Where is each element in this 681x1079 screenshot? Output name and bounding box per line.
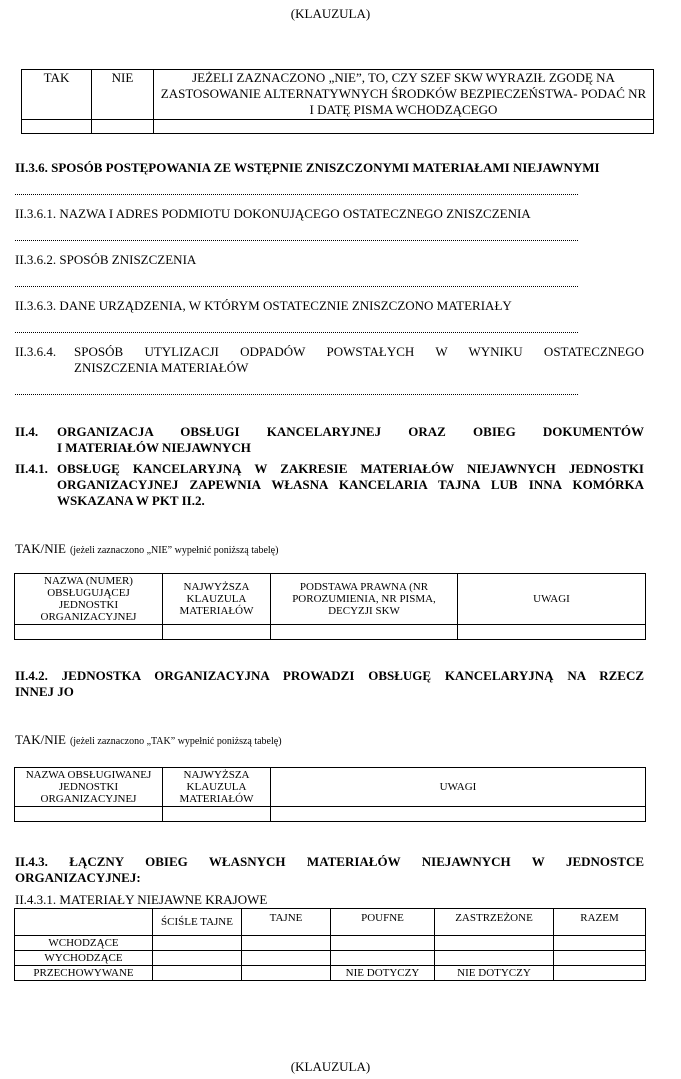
item-2364-line1: SPOSÓB UTYLIZACJI ODPADÓW POWSTAŁYCH W WYNIKU OSTATECZNEGO xyxy=(74,344,644,359)
table-cell[interactable] xyxy=(242,936,331,951)
item-2363: II.3.6.3. DANE URZĄDZENIA, W KTÓRYM OSTATECZNIE ZNISZCZONO MATERIAŁY xyxy=(15,298,512,313)
table-cell[interactable] xyxy=(242,951,331,966)
dotted-line[interactable] xyxy=(15,239,578,241)
corner-cell xyxy=(15,909,153,936)
section-241-line2: ORGANIZACYJNEJ ZAPEWNIA WŁASNA KANCELARIA TAJNA LUB INNA KOMÓRKA xyxy=(57,477,644,492)
not-applicable-cell: NIE DOTYCZY xyxy=(331,966,435,981)
col-legal-basis: PODSTAWA PRAWNA (NR POROZUMIENIA, NR PISMA, DECYZJI SKW xyxy=(271,574,458,625)
consent-no-cell[interactable] xyxy=(92,120,154,134)
table-cell[interactable] xyxy=(163,625,271,640)
dotted-line[interactable] xyxy=(15,393,578,395)
table-cell[interactable] xyxy=(435,951,554,966)
section-2431-title: II.4.3.1. MATERIAŁY NIEJAWNE KRAJOWE xyxy=(15,892,268,907)
section-24-number: II.4. xyxy=(15,424,39,439)
dotted-line[interactable] xyxy=(15,331,578,333)
col-remarks: UWAGI xyxy=(458,574,646,625)
dotted-line[interactable] xyxy=(15,193,578,195)
section-242-line2: INNEJ JO xyxy=(15,684,74,699)
col-confidential: POUFNE xyxy=(331,909,435,936)
section-236-title: II.3.6. SPOSÓB POSTĘPOWANIA ZE WSTĘPNIE ZNISZCZONYMI MATERIAŁAMI NIEJAWNYMI xyxy=(15,160,600,175)
consent-no-header: NIE xyxy=(92,70,154,120)
col-highest-clause: NAJWYŻSZA KLAUZULA MATERIAŁÓW xyxy=(163,574,271,625)
item-2362: II.3.6.2. SPOSÓB ZNISZCZENIA xyxy=(15,252,197,267)
table-cell[interactable] xyxy=(153,951,242,966)
consent-yes-header: TAK xyxy=(22,70,92,120)
col-top-secret: ŚCIŚLE TAJNE xyxy=(153,909,242,936)
section-241-line1: OBSŁUGĘ KANCELARYJNĄ W ZAKRESIE MATERIAŁÓW NIEJAWNYCH JEDNOSTKI xyxy=(57,461,644,476)
item-2364-number: II.3.6.4. xyxy=(15,344,57,359)
col-total: RAZEM xyxy=(554,909,646,936)
table-cell[interactable] xyxy=(458,625,646,640)
row-incoming: WCHODZĄCE xyxy=(15,936,153,951)
fill-note: (jeżeli zaznaczono „NIE” wypełnić poniższą tabelę) xyxy=(69,545,279,556)
table-cell[interactable] xyxy=(153,936,242,951)
col-serviced-unit-name: NAZWA OBSŁUGIWANEJ JEDNOSTKI ORGANIZACYJNEJ xyxy=(15,768,163,807)
tak-nie-label[interactable]: TAK/NIE xyxy=(15,732,66,747)
consent-reference-cell[interactable] xyxy=(154,120,654,134)
not-applicable-cell: NIE DOTYCZY xyxy=(435,966,554,981)
section-242-answer xyxy=(15,731,282,749)
table-cell[interactable] xyxy=(554,936,646,951)
header-clause: (KLAUZULA) xyxy=(290,6,371,21)
table-cell[interactable] xyxy=(331,951,435,966)
table-cell[interactable] xyxy=(15,807,163,822)
table-cell[interactable] xyxy=(271,625,458,640)
section-242-line1: II.4.2. JEDNOSTKA ORGANIZACYJNA PROWADZI OBSŁUGĘ KANCELARYJNĄ NA RZECZ xyxy=(15,668,644,683)
col-remarks: UWAGI xyxy=(271,768,646,807)
table-cell[interactable] xyxy=(331,936,435,951)
row-stored: PRZECHOWYWANE xyxy=(15,966,153,981)
section-241-line3: WSKAZANA W PKT II.2. xyxy=(57,493,205,508)
item-2361: II.3.6.1. NAZWA I ADRES PODMIOTU DOKONUJĄCEGO OSTATECZNEGO ZNISZCZENIA xyxy=(15,206,531,221)
classified-materials-table xyxy=(14,908,646,981)
consent-table xyxy=(21,69,654,134)
consent-yes-cell[interactable] xyxy=(22,120,92,134)
table-cell[interactable] xyxy=(163,807,271,822)
col-highest-clause: NAJWYŻSZA KLAUZULA MATERIAŁÓW xyxy=(163,768,271,807)
section-24-line1: ORGANIZACJA OBSŁUGI KANCELARYJNEJ ORAZ OBIEG DOKUMENTÓW xyxy=(57,424,644,439)
table-cell[interactable] xyxy=(554,951,646,966)
footer-clause: (KLAUZULA) xyxy=(290,1059,371,1074)
row-outgoing: WYCHODZĄCE xyxy=(15,951,153,966)
section-24-line2: I MATERIAŁÓW NIEJAWNYCH xyxy=(57,440,251,455)
table-cell[interactable] xyxy=(435,936,554,951)
section-243-line2: ORGANIZACYJNEJ: xyxy=(15,870,141,885)
serviced-unit-table xyxy=(14,767,646,822)
servicing-unit-table xyxy=(14,573,646,640)
consent-question-header: JEŻELI ZAZNACZONO „NIE”, TO, CZY SZEF SKW WYRAZIŁ ZGODĘ NA ZASTOSOWANIE ALTERNATYWNYCH ŚRODKÓW BEZPIECZEŃSTWA- PODAĆ NR I DATĘ PISMA WCHODZĄCEGO xyxy=(154,70,654,120)
section-243-line1: II.4.3. ŁĄCZNY OBIEG WŁASNYCH MATERIAŁÓW NIEJAWNYCH W JEDNOSTCE xyxy=(15,854,644,869)
col-secret: TAJNE xyxy=(242,909,331,936)
fill-note: (jeżeli zaznaczono „TAK” wypełnić poniższą tabelę) xyxy=(69,736,282,747)
col-unit-name: NAZWA (NUMER) OBSŁUGUJĄCEJ JEDNOSTKI ORGANIZACYJNEJ xyxy=(15,574,163,625)
section-241-number: II.4.1. xyxy=(15,461,48,476)
col-restricted: ZASTRZEŻONE xyxy=(435,909,554,936)
section-241-answer xyxy=(15,540,278,558)
table-cell[interactable] xyxy=(554,966,646,981)
dotted-line[interactable] xyxy=(15,285,578,287)
table-cell[interactable] xyxy=(15,625,163,640)
tak-nie-label[interactable]: TAK/NIE xyxy=(15,541,66,556)
table-cell[interactable] xyxy=(242,966,331,981)
table-cell[interactable] xyxy=(153,966,242,981)
item-2364-line2: ZNISZCZENIA MATERIAŁÓW xyxy=(74,360,249,375)
table-cell[interactable] xyxy=(271,807,646,822)
